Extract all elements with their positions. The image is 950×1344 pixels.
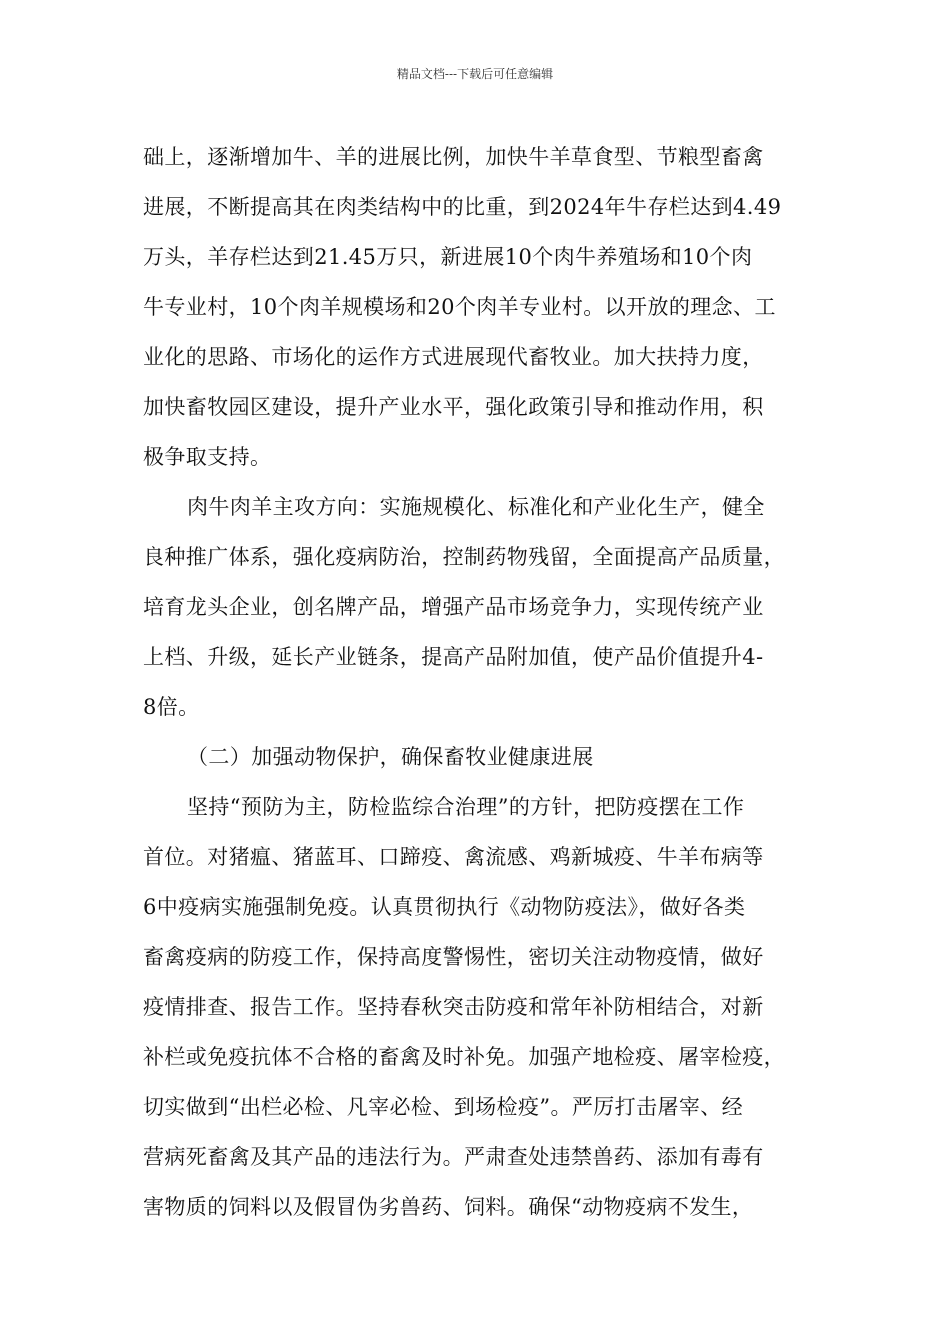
text-line: 营病死畜禽及其产品的违法行为。严肃查处违禁兽药、添加有毒有 [143,1145,764,1169]
page-header: 精品文档---下载后可任意编辑 [396,67,554,81]
text-line: 补栏或免疫抗体不合格的畜禽及时补免。加强产地检疫、屠宰检疫， [143,1045,785,1069]
text-line: 首位。对猪瘟、猪蓝耳、口蹄疫、禽流感、鸡新城疫、牛羊布病等 [143,845,764,869]
text-line: 进展，不断提高其在肉类结构中的比重，到2024年牛存栏达到4.49 [143,195,782,219]
text-line: 切实做到“出栏必检、凡宰必检、到场检疫”。严厉打击屠宰、经 [143,1095,744,1119]
text-line: 业化的思路、市场化的运作方式进展现代畜牧业。加大扶持力度， [143,345,764,369]
text-line: 万头，羊存栏达到21.45万只，新进展10个肉牛养殖场和10个肉 [143,245,753,269]
section-heading: （二）加强动物保护，确保畜牧业健康进展 [187,745,594,769]
text-line: 8倍。 [143,695,200,719]
text-line: 害物质的饲料以及假冒伪劣兽药、饲料。确保“动物疫病不发生， [143,1195,754,1219]
paragraph-first-line: 肉牛肉羊主攻方向：实施规模化、标准化和产业化生产，健全 [187,495,765,519]
text-line: 培育龙头企业，创名牌产品，增强产品市场竞争力，实现传统产业 [143,595,764,619]
text-line: 疫情排查、报告工作。坚持春秋突击防疫和常年补防相结合，对新 [143,995,764,1019]
text-line: 极争取支持。 [143,445,272,469]
text-line: 加快畜牧园区建设，提升产业水平，强化政策引导和推动作用，积 [143,395,764,419]
document-body [143,132,811,1232]
text-line: 牛专业村，10个肉羊规模场和20个肉羊专业村。以开放的理念、工 [143,295,776,319]
paragraph-first-line: 坚持“预防为主，防检监综合治理”的方针，把防疫摆在工作 [187,795,745,819]
text-line: 良种推广体系，强化疫病防治，控制药物残留，全面提高产品质量， [143,545,785,569]
text-line: 上档、升级，延长产业链条，提高产品附加值，使产品价值提升4- [143,645,764,669]
text-line: 6中疫病实施强制免疫。认真贯彻执行《动物防疫法》，做好各类 [143,895,746,919]
text-line: 础上，逐渐增加牛、羊的进展比例，加快牛羊草食型、节粮型畜禽 [143,145,764,169]
text-line: 畜禽疫病的防疫工作，保持高度警惕性，密切关注动物疫情，做好 [143,945,764,969]
